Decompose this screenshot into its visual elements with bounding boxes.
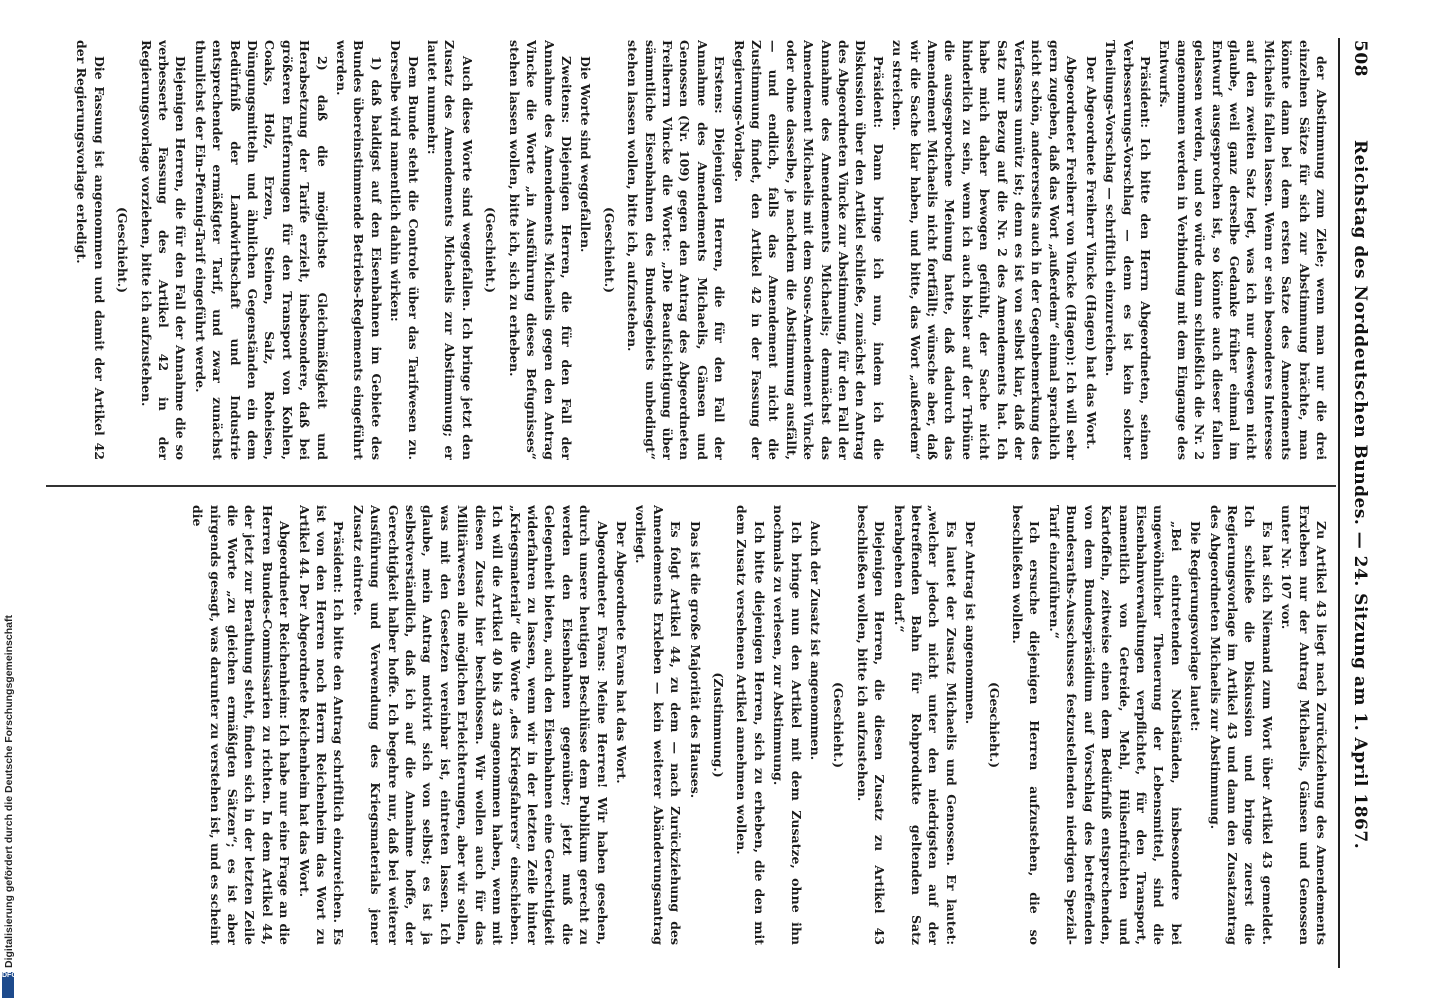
right-column-paragraph: Abgeordneter Evans: Meine Herren! Wir haben gesehen, durch unsere heutigen Beschlüsse dem Publikum gerecht zu werden den Eisenbahnen gegenüber; jetzt muß die Gelegenheit bieten, auch den Eisenbahnen eine Gerechtigkeit widerfahren zu lassen, wenn wir in der letzten Zeile hinter „Kriegsmaterial“ die Worte „des Kriegsfahrers“ einschieben. Ich will die Artikel 40 bis 43 angenommen haben, wenn mit diesen Zusatz hier beschlossen. Wir wollen auch für das Militärwesen alle möglichen Erleichterungen, aber wir sollen, was mit den Gesetzen vereinbar ist, eintreten lassen. Ich glaube, mein Antrag motivirt sich von selbst; es ist ja selbstverständlich, daß ich auf die Annahme hoffe, der Gerechtigkeit halber hoffe. Ich begehre nur, daß bei weiterer Ausführung und Verwendung des Kriegsmaterials jener Zusatz eintrete. (350, 505, 610, 945)
right-column-paragraph: Ich bitte diejenigen Herren, sich zu erheben, die den mit dem Zusatz versehenen Artikel annehmen wollen. (734, 505, 767, 945)
right-column-paragraph: Diejenigen Herren, die diesen Zusatz zu Artikel 43 beschließen wollen, bitte ich aufzustehen. (854, 505, 888, 945)
right-column-paragraph: Es lautet der Zusatz Michaelis und Genossen. Er lautet: „welcher jedoch nicht unter den niedrigsten auf der betreffenden Bahn für Rohprodukte geltenden Satz herabgehen darf.“ (891, 505, 959, 945)
left-column-paragraph: Dem Bunde steht die Controle über das Tarifwesen zu. Derselbe wird namentlich dahin wirken: (388, 40, 421, 460)
right-column-paragraph: (Geschieht.) (986, 681, 1002, 769)
page-number: 508 (1350, 40, 1370, 77)
right-column-paragraph: Das ist die große Majorität des Hauses. (687, 521, 703, 799)
left-column (60, 40, 1330, 460)
right-column-paragraph: Ich ersuche diejenigen Herren aufzustehen, die so beschließen wollen. (1010, 505, 1043, 945)
right-column-paragraph: Abgeordneter Reichenheim: Ich habe nur eine Frage an die Herren Bundes-Commissarien zu richten. In dem Artikel 44, der jetzt zur Berathung steht, finden sich in der letzten Zeile die Worte „zu gleichen ermäßigten Sätzen“; es ist aber nirgends gesagt, was darunter zu verstehen ist, und es scheint die (190, 505, 293, 945)
right-column-paragraph: Die Regierungsvorlage lautet: (1188, 521, 1204, 732)
left-column-paragraph: Präsident: Ich bitte den Herrn Abgeordneten, seinen Verbesserungs-Vorschlag — denn es ist kein solcher Theilungs-Vorschlag — schriftlich einzureichen. (1103, 40, 1153, 460)
right-column-paragraph: (Geschieht.) (831, 681, 847, 769)
left-column-paragraph: Die Worte sind weggefallen. (578, 56, 594, 253)
left-column-paragraph: Der Abgeordnete Freiherr Vincke (Hagen) hat das Wort. (1083, 56, 1099, 450)
left-column-paragraph: (Geschieht.) (115, 206, 131, 294)
running-title: Reichstag des Norddeutschen Bundes. — 24. Sitzung am 1. April 1867. (1350, 140, 1370, 850)
right-column-paragraph: „Bei eintretenden Nothständen, insbesondere bei ungewöhnlicher Theuerung der Lebensmittel, sind die Eisenbahnverwaltungen verpflichtet, für den Transport, namentlich von Getreide, Mehl, Hülsenfrüchten und Kartoffeln, zeitweise einen dem Bedürfniß entsprechenden, von dem Bundespräsidium auf Vorschlag des betreffenden Bundesraths-Ausschusses festzustellenden niedrigen Spezial-Tarif einzuführen.“ (1046, 505, 1184, 945)
column-separator (46, 485, 1336, 487)
left-column-paragraph: Abgeordneter Freiherr von Vincke (Hagen): Ich will sehr gern zugeben, daß das Wort „außerdem“ einmal sprachlich nicht schön, andererseits auch in der Gegenbemerkung des Verfassers unnütz ist; denn es ist von selbst klar, daß der Satz nur Bezug auf die Nr. 2 des Amendements hat. Ich habe mich daher bewogen gefühlt, der Sache nicht hinderlich zu sein, wenn ich auch bisher auf der Tribüne die ausgesprochene Meinung hatte, daß dadurch das Amendement Michaelis nicht fortfällt; wünsche aber, daß wir die Sache klar haben, und bitte, das Wort „außerdem“ zu streichen. (890, 40, 1080, 460)
left-column-paragraph: (Geschieht.) (601, 206, 617, 294)
right-column-paragraph: (Zustimmung.) (711, 672, 726, 778)
right-column-paragraph: Ich bringe nun den Artikel mit dem Zusatze, ohne ihn nochmals zu verlesen, zur Abstimmung. (771, 505, 804, 945)
right-column-paragraph: Auch der Zusatz ist angenommen. (808, 521, 824, 761)
digitization-note: Digitalisierung gefördert durch die Deutsche Forschungsgemeinschaft (3, 615, 15, 968)
left-column-paragraph: 2) daß die möglichste Gleichmäßigkeit und Herabsetzung der Tarife erzielt, insbesondere, daß bei größeren Entfernungen für den Transport von Kohlen, Coaks, Holz, Erzen, Steinen, Salz, Roheisen, Düngungsmitteln und ähnlichen Gegenständen ein dem Bedürfniß der Landwirthschaft und Industrie entsprechender ermäßigter Tarif, und zwar zunächst thunlichst der Ein-Pfennig-Tarif eingeführt werde. (192, 40, 330, 460)
left-column-paragraph: Zweitens: Diejenigen Herren, die für den Fall der Annahme des Amendements Michaelis gegen den Antrag Vincke die Worte „in Ausführung dieses Befugnisses“ stehen lassen wollen, bitte ich, sich zu erheben. (506, 40, 574, 460)
right-column (60, 505, 1330, 945)
right-column-paragraph: Präsident: Ich bitte den Antrag schriftlich einzureichen. Es ist von den Herren noch Herrn Reichenheim das Wort zu Artikel 44. Der Abgeordnete Reichenheim hat das Wort. (296, 505, 347, 945)
right-column-paragraph: Es folgt Artikel 44, zu dem — nach Zurückziehung des Amendements Erxleben — kein weiterer Abänderungsantrag vorliegt. (633, 505, 684, 945)
dfg-logo: DFG (2, 972, 14, 998)
left-column-paragraph: Präsident: Dann bringe ich nun, indem ich die Diskussion über den Artikel schließe, zunächst den Antrag des Abgeordneten Vincke zur Abstimmung, für den Fall der Annahme des Amendements Michaelis; demnächst das Amendement Michaelis mit dem Sous-Amendement Vincke oder ohne dasselbe, je nachdem die Abstimmung ausfällt, — und endlich, falls das Amendement nicht die Zustimmung findet, den Artikel 42 in der Fassung der Regierungs-Vorlage. (731, 40, 886, 460)
right-column-paragraph: Der Abgeordnete Evans hat das Wort. (613, 521, 629, 784)
left-column-paragraph: 1) daß baldigst auf den Eisenbahnen im Gebiete des Bundes übereinstimmende Betriebs-Reglements eingeführt werden. (334, 40, 384, 460)
left-column-paragraph: Diejenigen Herren, die für den Fall der Annahme die so verbesserte Fassung des Artikel 42 in der Regierungsvorlage vorziehen, bitte ich aufzustehen. (138, 40, 189, 460)
right-column-paragraph: Es hat sich Niemand zum Wort über Artikel 43 gemeldet. Ich schließe die Diskussion und bringe zuerst die Regierungsvorlage im Artikel 43 und dann den Zusatzantrag des Abgeordneten Michaelis zur Abstimmung. (1207, 505, 1275, 945)
right-column-paragraph: Zu Artikel 43 liegt nach Zurückziehung des Amendements Erxleben nur der Antrag Michaelis, Gänsen und Genossen unter Nr. 107 vor. (1279, 505, 1329, 945)
left-column-paragraph: Auch diese Worte sind weggefallen. Ich bringe jetzt den Zusatz des Amendements Michaelis zur Abstimmung; er lautet nunmehr: (425, 40, 475, 460)
header-rule (1338, 38, 1340, 968)
left-column-paragraph: Erstens: Diejenigen Herren, die für den Fall der Annahme des Amendements Michaelis, Gänsen und Genossen (Nr. 109) gegen den Antrag des Abgeordneten Freiherrn Vincke die Worte: „Die Beaufsichtigung über sämmtliche Eisenbahnen des Bundesgebiets unbedingt“ stehen lassen wollen, bitte ich, aufzustehen. (625, 40, 728, 460)
left-column-paragraph: (Geschieht.) (483, 206, 499, 294)
right-column-paragraph: Der Antrag ist angenommen. (963, 521, 979, 725)
digitization-footer (0, 0, 18, 1000)
left-column-paragraph: Die Fassung ist angenommen und damit der Artikel 42 der Regierungsvorlage erledigt. (74, 40, 107, 460)
left-column-paragraph: der Abstimmung zum Ziele; wenn man nur die drei einzelnen Sätze für sich zur Abstimmung brächte, man könnte dann bei dem ersten Satze des Amendements Michaelis fallen lassen. Wenn er sein besonderes Interesse auf den zweiten Satz legt, was ich nur deswegen nicht glaube, weil ganz derselbe Gedanke früher einmal im Entwurf ausgesprochen ist, so könnte auch dieser fallen gelassen werden, und so würde dann schließlich die Nr. 2 angenommen werden in Verbindung mit dem Eingange des Entwurfs. (1157, 40, 1329, 460)
